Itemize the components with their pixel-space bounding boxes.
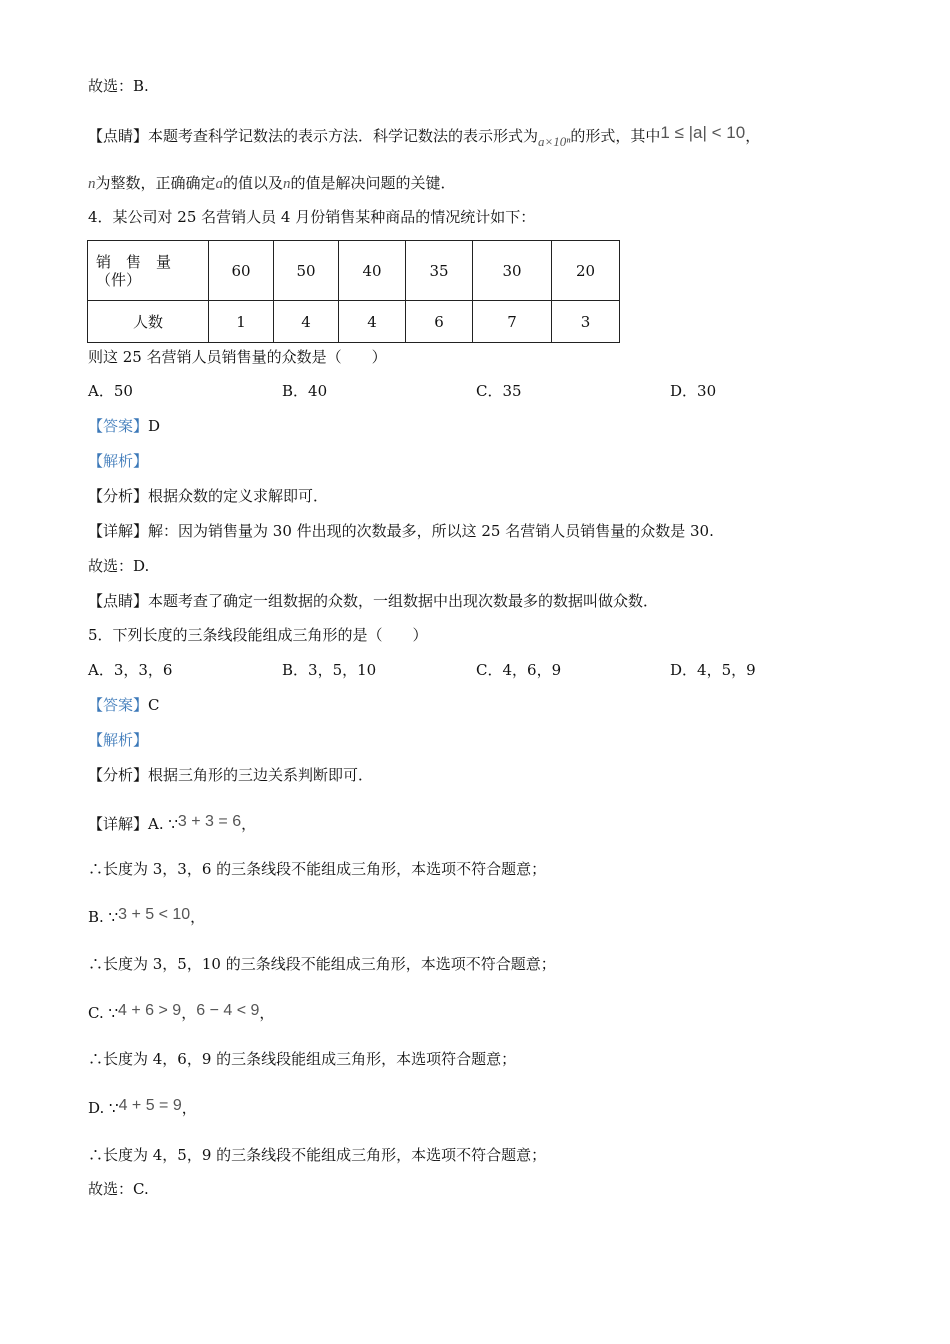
- comment-3-cont: [88, 173, 456, 194]
- answer-5: [88, 695, 160, 715]
- analysis-5: 【分析】根据三角形的三边关系判断即可．: [88, 766, 374, 784]
- table-cell: 6: [406, 301, 473, 343]
- detail-text: D. ∵: [88, 1099, 119, 1117]
- table-cell: 40: [339, 241, 406, 301]
- formula: 6 − 4 < 9: [196, 1002, 260, 1019]
- detail-text: 【详解】A. ∵: [88, 815, 178, 833]
- header-label: 销 售 量: [96, 252, 172, 271]
- table-cell: 4: [339, 301, 406, 343]
- conclusion-5: 故选：C.: [88, 1180, 149, 1198]
- question-5: 5．下列长度的三条线段能组成三角形的是（ ）: [88, 626, 428, 644]
- header-unit: （件）: [96, 270, 142, 289]
- detail-text: B. ∵: [88, 908, 119, 926]
- step: ∴长度为 4，5，9 的三条线段不能组成三角形，本选项不符合题意；: [88, 1146, 547, 1164]
- comment-text: 为整数，正确确定: [95, 174, 216, 192]
- option-d: D．4，5，9: [670, 661, 756, 679]
- formula: n: [88, 176, 96, 192]
- table-cell: 3: [552, 301, 620, 343]
- conclusion-3: 故选：B.: [88, 77, 149, 95]
- formula: 1 ≤ |a| < 10: [660, 123, 746, 142]
- detail-text: ，: [241, 815, 257, 833]
- conclusion-4: 故选：D.: [88, 557, 150, 575]
- answer-4: [88, 416, 160, 436]
- comment-4: 【点睛】本题考查了确定一组数据的众数，一组数据中出现次数最多的数据叫做众数．: [88, 592, 659, 610]
- detail-5-d: [88, 1096, 197, 1118]
- table-cell: 4: [274, 301, 339, 343]
- detail-5-a: [88, 812, 256, 834]
- comment-text: 【点睛】本题考查科学记数法的表示方法．科学记数法的表示形式为: [88, 127, 539, 145]
- detail-text: C. ∵: [88, 1004, 119, 1022]
- step: ∴长度为 3，5，10 的三条线段不能组成三角形，本选项不符合题意；: [88, 955, 556, 973]
- step: ∴长度为 4，6，9 的三条线段能组成三角形，本选项符合题意；: [88, 1050, 517, 1068]
- step: ∴长度为 3，3，6 的三条线段不能组成三角形，本选项不符合题意；: [88, 860, 547, 878]
- detail-text: ，: [259, 1004, 275, 1022]
- option-a: A．50: [88, 382, 133, 400]
- question-4-ask: 则这 25 名营销人员销售量的众数是（ ）: [88, 348, 387, 366]
- option-c: C．35: [476, 382, 522, 400]
- option-d: D．30: [670, 382, 717, 400]
- table-cell: 60: [209, 241, 274, 301]
- comment-text: 的形式，其中: [570, 127, 661, 145]
- answer-tag: 【答案】: [88, 417, 149, 435]
- answer-value: C: [148, 696, 160, 714]
- sales-table: [87, 240, 620, 343]
- detail-5-c: [88, 1001, 274, 1023]
- question-4: 4．某公司对 25 名营销人员 4 月份销售某种商品的情况统计如下：: [88, 208, 536, 226]
- detail-text: ，: [190, 908, 206, 926]
- table-row: [88, 301, 620, 343]
- formula: 3 + 5 < 10: [118, 906, 191, 923]
- formula: n: [283, 176, 291, 192]
- formula: a×10ⁿ: [538, 134, 571, 149]
- option-c: C．4，6，9: [476, 661, 562, 679]
- answer-tag: 【答案】: [88, 696, 149, 714]
- detail-4: 【详解】解：因为销售量为 30 件出现的次数最多，所以这 25 名营销人员销售量的众数是 30.: [88, 522, 714, 540]
- analysis-tag: 【解析】: [88, 731, 149, 749]
- table-header-cell: 人数: [88, 301, 209, 343]
- table-cell: 7: [473, 301, 552, 343]
- comment-text: ，: [745, 127, 761, 145]
- analysis-4: 【分析】根据众数的定义求解即可．: [88, 487, 329, 505]
- table-row: [88, 241, 620, 301]
- comment-text: 的值是解决问题的关键．: [290, 174, 456, 192]
- table-cell: 30: [473, 241, 552, 301]
- option-b: B．3，5，10: [282, 661, 377, 679]
- table-cell: 20: [552, 241, 620, 301]
- formula: 4 + 5 = 9: [118, 1097, 182, 1114]
- table-cell: 35: [406, 241, 473, 301]
- table-header-cell: [88, 241, 209, 301]
- formula: 3 + 3 = 6: [177, 813, 242, 830]
- formula: a: [215, 176, 224, 192]
- table-cell: 1: [209, 301, 274, 343]
- table-cell: 50: [274, 241, 339, 301]
- detail-text: ，: [181, 1004, 197, 1022]
- comment-text: 的值以及: [223, 174, 284, 192]
- formula: 4 + 6 > 9: [118, 1002, 182, 1019]
- detail-text: ，: [181, 1099, 197, 1117]
- answer-value: D: [148, 417, 161, 435]
- analysis-tag: 【解析】: [88, 452, 149, 470]
- detail-5-b: [88, 905, 205, 927]
- option-b: B．40: [282, 382, 328, 400]
- option-a: A．3，3，6: [88, 661, 173, 679]
- comment-3: [88, 123, 760, 152]
